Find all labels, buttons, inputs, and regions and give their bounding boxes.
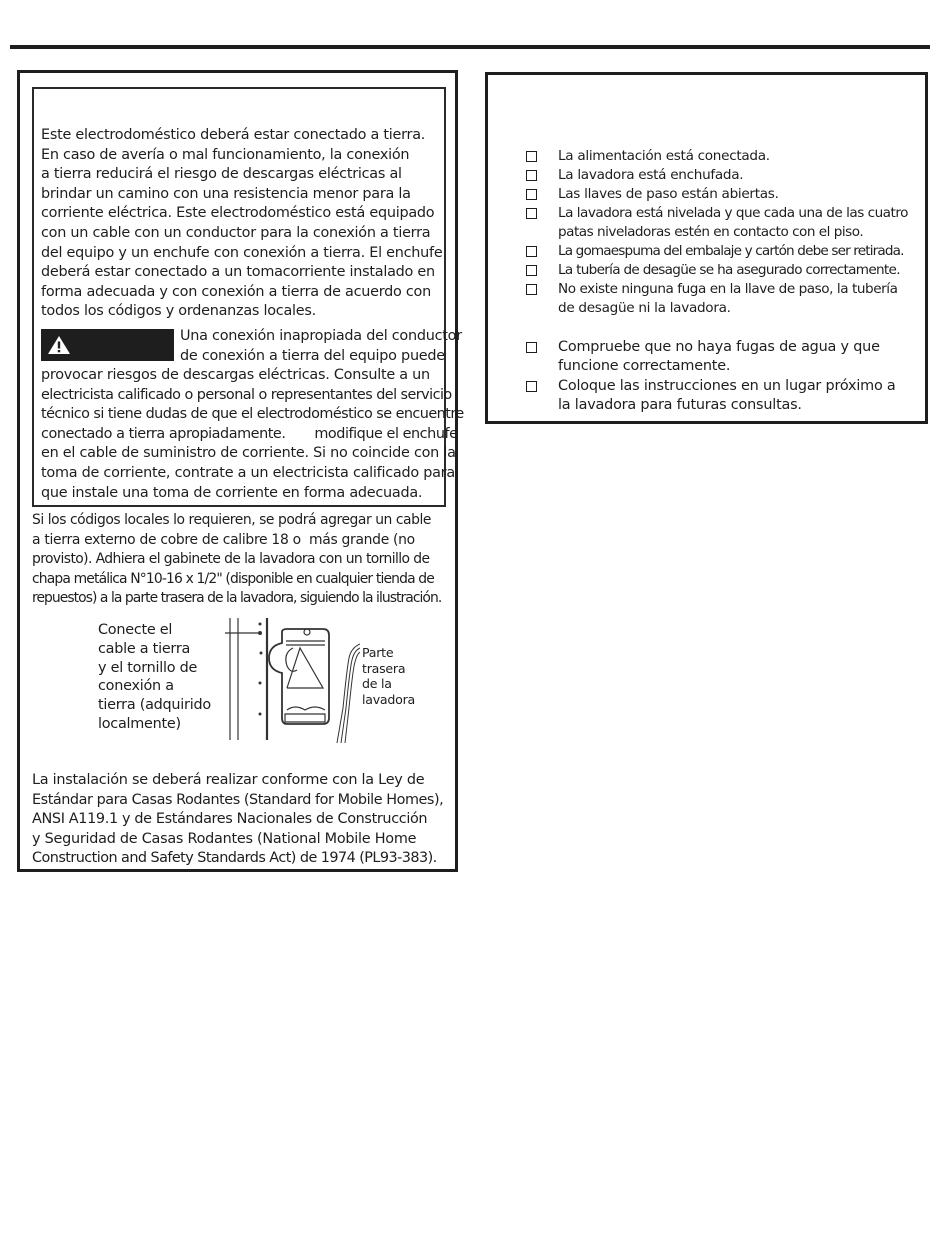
text-line: y Seguridad de Casas Rodantes (National Mobile Home	[32, 830, 417, 847]
checkbox[interactable]	[526, 381, 537, 392]
checkbox[interactable]	[526, 170, 537, 181]
text-line: En caso de avería o mal funcionamiento, la conexión	[41, 146, 410, 163]
grounding-paragraph	[41, 126, 442, 322]
checklist-item-label: Coloque las instrucciones en un lugar próximo a	[558, 377, 896, 394]
checkbox[interactable]	[526, 208, 537, 219]
grounding-warning-box	[32, 87, 464, 507]
text-line: Si los códigos locales lo requieren, se podrá agregar un cable	[32, 512, 431, 528]
text-line: toma de corriente, contrate a un electricista calificado para	[41, 464, 455, 481]
text-line: Estándar para Casas Rodantes (Standard for Mobile Homes),	[32, 791, 444, 808]
checklist-item-label: La gomaespuma del embalaje y cartón debe ser retirada.	[558, 243, 904, 259]
checklist-item-label: Compruebe que no haya fugas de agua y que	[558, 339, 880, 355]
text-line: provisto). Adhiera el gabinete de la lavadora con un tornillo de	[32, 551, 430, 568]
text-line: provocar riesgos de descargas eléctricas. Consulte a un	[41, 367, 430, 383]
text-line: de la	[362, 676, 392, 691]
washer-rear-label	[362, 645, 415, 707]
text-line: repuestos) a la parte trasera de la lavadora, siguiendo la ilustración.	[32, 590, 442, 607]
checklist-item[interactable]	[526, 166, 908, 185]
checklist	[526, 147, 908, 318]
text-line: del equipo y un enchufe con conexión a tierra. El enchufe	[41, 244, 443, 261]
warning-triangle-icon	[47, 335, 71, 355]
text-line: Parte	[362, 645, 394, 660]
text-line: brindar un camino con una resistencia menor para la	[41, 185, 411, 202]
washer-rear-illustration	[225, 618, 360, 743]
text-line: de conexión a tierra del equipo puede	[180, 347, 445, 364]
checklist-item-label: La tubería de desagüe se ha asegurado correctamente.	[558, 262, 900, 278]
checklist-item-label: La lavadora está nivelada y que cada una de las cuatro	[558, 205, 908, 221]
text-line: electricista calificado o personal o representantes del servicio	[41, 386, 452, 403]
checklist-item-label: de desagüe ni la lavadora.	[558, 300, 731, 316]
checkbox[interactable]	[526, 246, 537, 257]
warning-text	[41, 366, 464, 503]
checklist-item[interactable]	[526, 204, 908, 242]
checklist-item[interactable]	[526, 147, 908, 166]
header-rule	[10, 45, 930, 49]
text-line: y el tornillo de	[98, 659, 198, 676]
ground-screw-callout	[98, 621, 211, 734]
text-line: todos los códigos y ordenanzas locales.	[41, 303, 316, 320]
checklist-item-label: patas niveladoras estén en contacto con el piso.	[558, 224, 864, 240]
text-line: chapa metálica N°10-16 x 1/2" (disponible en cualquier tienda de	[32, 570, 434, 587]
text-line: Conecte el	[98, 622, 173, 638]
grounding-instructions-panel	[17, 70, 464, 872]
text-line: a tierra reducirá el riesgo de descargas eléctricas al	[41, 166, 402, 183]
warning-badge	[41, 329, 174, 361]
checklist-item-label: La alimentación está conectada.	[558, 148, 770, 164]
text-line: en el cable de suministro de corriente. Si no coincide con la	[41, 445, 456, 462]
text-line: ANSI A119.1 y de Estándares Nacionales de Construcción	[32, 811, 428, 828]
checklist-item[interactable]	[526, 338, 896, 377]
checklist-item-label: Las llaves de paso están abiertas.	[558, 186, 779, 202]
text-line: Construction and Safety Standards Act) de 1974 (PL93-383).	[32, 850, 437, 867]
external-ground-paragraph	[32, 511, 441, 609]
text-line: Este electrodoméstico deberá estar conectado a tierra.	[41, 127, 426, 143]
checklist-item-label: funcione correctamente.	[558, 358, 731, 375]
text-line: que instale una toma de corriente en forma adecuada.	[41, 484, 423, 501]
text-line: a tierra externo de cobre de calibre 18 o más grande (no	[32, 531, 415, 548]
text-line: trasera	[362, 660, 406, 676]
checklist-item[interactable]	[526, 242, 908, 261]
text-line: deberá estar conectado a un tomacorriente instalado en	[41, 264, 435, 281]
text-line: forma adecuada y con conexión a tierra de acuerdo con	[41, 283, 431, 300]
text-line: localmente)	[98, 715, 181, 732]
checklist-item[interactable]	[526, 185, 908, 204]
text-line: con un cable con un conductor para la conexión a tierra	[41, 224, 431, 241]
checkbox[interactable]	[526, 151, 537, 162]
checkbox[interactable]	[526, 284, 537, 295]
text-line: corriente eléctrica. Este electrodoméstico está equipado	[41, 205, 435, 222]
checklist-item-label: la lavadora para futuras consultas.	[558, 397, 802, 414]
text-line: técnico si tiene dudas de que el electrodoméstico se encuentre	[41, 406, 464, 423]
text-line: conectado a tierra apropiadamente. modifique el enchufe	[41, 425, 458, 442]
text-line: Una conexión inapropiada del conductor	[180, 328, 462, 344]
checklist-item[interactable]	[526, 280, 908, 318]
checklist-item[interactable]	[526, 261, 908, 280]
text-line: cable a tierra	[98, 640, 191, 657]
checklist-item-label: No existe ninguna fuga en la llave de paso, la tubería	[558, 281, 898, 297]
checkbox[interactable]	[526, 265, 537, 276]
checklist-item[interactable]	[526, 377, 896, 416]
mobile-home-paragraph	[32, 771, 443, 869]
post-install-checklist	[526, 338, 896, 416]
checkbox[interactable]	[526, 189, 537, 200]
text-line: tierra (adquirido	[98, 697, 211, 714]
warning-text-beside-badge	[180, 327, 462, 366]
text-line: La instalación se deberá realizar conforme con la Ley de	[32, 772, 425, 788]
text-line: conexión a	[98, 678, 174, 695]
text-line: lavadora	[362, 691, 415, 707]
checkbox[interactable]	[526, 342, 537, 353]
checklist-item-label: La lavadora está enchufada.	[558, 167, 744, 183]
installation-checklist-panel	[485, 72, 928, 424]
